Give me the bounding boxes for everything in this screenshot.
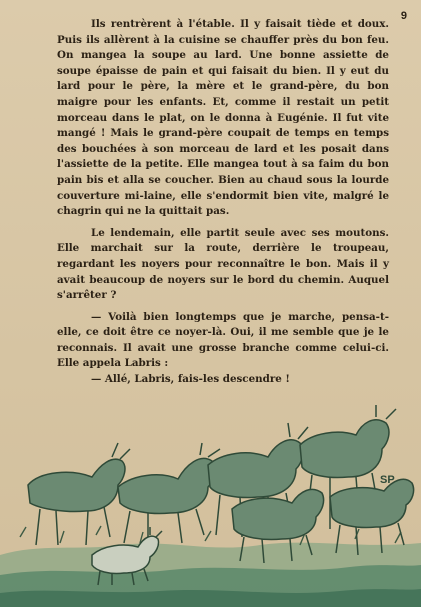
sheep-1 xyxy=(28,443,130,545)
paragraph-3: — Voilà bien longtemps que je marche, pensa-t-elle, ce doit être ce noyer-là. Oui, il me semble que je le reconnais. Il avait une grosse branche comme celui-ci. Elle appela Labris : xyxy=(57,310,389,370)
artist-signature: SP xyxy=(380,474,395,486)
paragraph-1: Ils rentrèrent à l'étable. Il y faisait tiède et doux. Puis ils allèrent à la cuisine se chauffer près du bon feu. On mangea la soupe au lard. Une bonne assiette de soupe épaisse de pain et qui faisait du bien. Il y eut du lard pour le père, la mère et le grand-père, du bon maigre pour les enfants. Et, comme il restait un petit morceau dans le plat, on le donna à Eugénie. Il fut vite mangé ! Mais le grand-père coupait de temps en temps des bouchées à son morceau de lard et les posait dans l'assiette de la petite. Elle mangea tout à sa faim du bon pain bis et alla se coucher. Bien au chaud sous la lourde couverture mi-laine, elle s'endormit bien vite, malgré le chagrin qui ne la quittait pas. xyxy=(57,18,389,218)
sheep-flock-illustration xyxy=(0,405,421,607)
sheep-6 xyxy=(330,479,414,555)
page-number: 9 xyxy=(400,10,407,22)
paragraph-2: Le lendemain, elle partit seule avec ses moutons. Elle marchait sur la route, derrière le troupeau, regardant les noyers pour reconnaître le bon. Mais il y avait beaucoup de noyers sur le bord du chemin. Auquel s'arrêter ? xyxy=(57,226,389,302)
sheep-group xyxy=(28,405,414,563)
grass-wash xyxy=(0,526,421,607)
body-text xyxy=(57,17,389,394)
paragraph-4: — Allé, Labris, fais-les descendre ! xyxy=(91,373,290,386)
sheep-2 xyxy=(118,443,220,543)
